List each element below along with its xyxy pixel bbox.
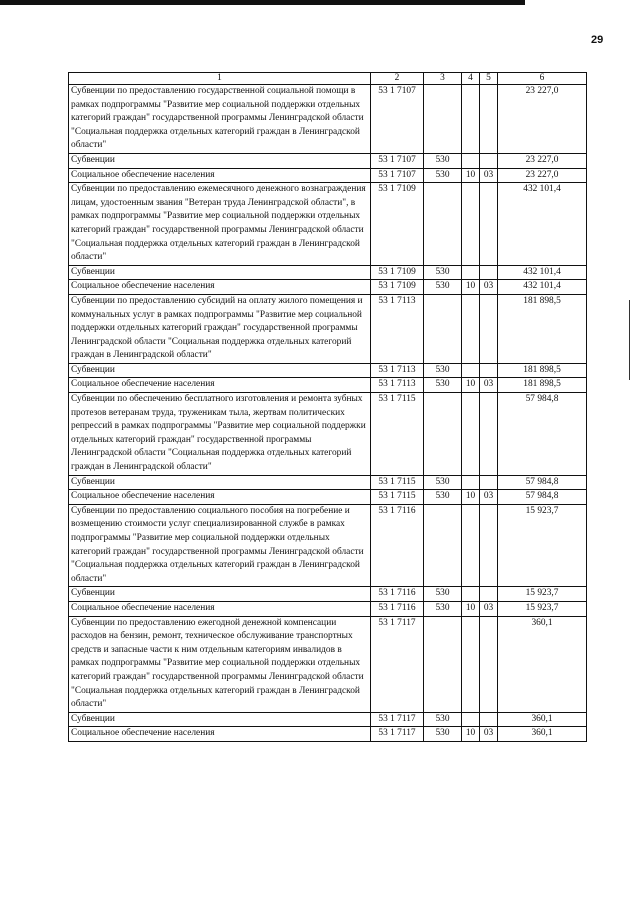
amount-cell: 432 101,4: [498, 265, 587, 280]
amount-cell: 181 898,5: [498, 378, 587, 393]
type-cell: [424, 294, 462, 363]
subsection-cell: [480, 85, 498, 154]
subsection-cell: [480, 475, 498, 490]
type-cell: 530: [424, 153, 462, 168]
subsection-cell: [480, 153, 498, 168]
table-row: [69, 378, 587, 393]
amount-cell: 15 923,7: [498, 601, 587, 616]
subsection-cell: [480, 616, 498, 712]
type-cell: [424, 85, 462, 154]
code-cell: 53 1 7113: [371, 378, 424, 393]
table-row: [69, 504, 587, 587]
subsection-cell: [480, 294, 498, 363]
description-cell: Социальное обеспечение населения: [69, 168, 371, 183]
description-cell: Субвенции по обеспечению бесплатного изготовления и ремонта зубных протезов ветеранам труда, труженикам тыла, жертвам политических репрессий в рамках подпрограммы "Развитие мер социальной поддержки отдельных категорий граждан" государственной программы Ленинградской области "Социальная поддержка отдельных категорий граждан в Ленинградской области": [69, 393, 371, 476]
description-cell: Социальное обеспечение населения: [69, 727, 371, 742]
code-cell: 53 1 7107: [371, 153, 424, 168]
table-body: [69, 73, 587, 742]
section-cell: [462, 265, 480, 280]
amount-cell: 57 984,8: [498, 490, 587, 505]
table-row: [69, 727, 587, 742]
section-cell: [462, 504, 480, 587]
type-cell: [424, 183, 462, 266]
code-cell: 53 1 7117: [371, 616, 424, 712]
amount-cell: 57 984,8: [498, 475, 587, 490]
header-cell-6: 6: [498, 73, 587, 85]
code-cell: 53 1 7115: [371, 393, 424, 476]
subsection-cell: [480, 393, 498, 476]
section-cell: [462, 616, 480, 712]
subsection-cell: [480, 712, 498, 727]
amount-cell: 360,1: [498, 712, 587, 727]
amount-cell: 360,1: [498, 727, 587, 742]
amount-cell: 432 101,4: [498, 183, 587, 266]
section-cell: [462, 475, 480, 490]
table-row: [69, 393, 587, 476]
subsection-cell: 03: [480, 378, 498, 393]
table-row: [69, 475, 587, 490]
section-cell: 10: [462, 280, 480, 295]
table-row: [69, 280, 587, 295]
header-cell-5: 5: [480, 73, 498, 85]
subsection-cell: 03: [480, 601, 498, 616]
table-row: [69, 294, 587, 363]
description-cell: Субвенции по предоставлению ежегодной денежной компенсации расходов на бензин, ремонт, техническое обслуживание транспортных средств и запасные части к ним отдельным категориям инвалидов в рамках подпрограммы "Развитие мер социальной поддержки отдельных категорий граждан" государственной программы Ленинградской области "Социальная поддержка отдельных категорий граждан в Ленинградской области": [69, 616, 371, 712]
amount-cell: 181 898,5: [498, 363, 587, 378]
section-cell: [462, 294, 480, 363]
table-row: [69, 616, 587, 712]
type-cell: 530: [424, 712, 462, 727]
section-cell: 10: [462, 378, 480, 393]
section-cell: [462, 363, 480, 378]
table-row: [69, 85, 587, 154]
amount-cell: 15 923,7: [498, 504, 587, 587]
code-cell: 53 1 7109: [371, 183, 424, 266]
type-cell: [424, 504, 462, 587]
code-cell: 53 1 7116: [371, 504, 424, 587]
description-cell: Субвенции: [69, 363, 371, 378]
description-cell: Субвенции: [69, 153, 371, 168]
subsection-cell: 03: [480, 280, 498, 295]
section-cell: 10: [462, 490, 480, 505]
code-cell: 53 1 7116: [371, 601, 424, 616]
code-cell: 53 1 7107: [371, 168, 424, 183]
description-cell: Социальное обеспечение населения: [69, 601, 371, 616]
header-cell-4: 4: [462, 73, 480, 85]
table-row: [69, 490, 587, 505]
table-row: [69, 265, 587, 280]
subsection-cell: [480, 265, 498, 280]
code-cell: 53 1 7115: [371, 475, 424, 490]
code-cell: 53 1 7116: [371, 587, 424, 602]
description-cell: Субвенции по предоставлению государственной социальной помощи в рамках подпрограммы "Развитие мер социальной поддержки отдельных категорий граждан" государственной программы Ленинградской области "Социальная поддержка отдельных категорий граждан в Ленинградской области": [69, 85, 371, 154]
section-cell: 10: [462, 727, 480, 742]
header-cell-1: 1: [69, 73, 371, 85]
code-cell: 53 1 7109: [371, 265, 424, 280]
description-cell: Субвенции: [69, 475, 371, 490]
type-cell: 530: [424, 727, 462, 742]
subsection-cell: [480, 183, 498, 266]
type-cell: [424, 616, 462, 712]
section-cell: [462, 183, 480, 266]
code-cell: 53 1 7113: [371, 363, 424, 378]
budget-table: [68, 72, 587, 742]
scan-margin-mark: [629, 300, 630, 380]
section-cell: [462, 587, 480, 602]
table-row: [69, 587, 587, 602]
description-cell: Субвенции по предоставлению субсидий на оплату жилого помещения и коммунальных услуг в рамках подпрограммы "Развитие мер социальной поддержки отдельных категорий граждан" государственной программы Ленинградской области "Социальная поддержка отдельных категорий граждан в Ленинградской области": [69, 294, 371, 363]
description-cell: Социальное обеспечение населения: [69, 378, 371, 393]
type-cell: 530: [424, 280, 462, 295]
code-cell: 53 1 7117: [371, 712, 424, 727]
type-cell: 530: [424, 265, 462, 280]
code-cell: 53 1 7107: [371, 85, 424, 154]
description-cell: Социальное обеспечение населения: [69, 280, 371, 295]
description-cell: Субвенции: [69, 587, 371, 602]
section-cell: 10: [462, 168, 480, 183]
section-cell: [462, 153, 480, 168]
amount-cell: 432 101,4: [498, 280, 587, 295]
table-row: [69, 153, 587, 168]
code-cell: 53 1 7109: [371, 280, 424, 295]
type-cell: 530: [424, 490, 462, 505]
amount-cell: 15 923,7: [498, 587, 587, 602]
subsection-cell: 03: [480, 490, 498, 505]
type-cell: 530: [424, 601, 462, 616]
type-cell: 530: [424, 475, 462, 490]
amount-cell: 23 227,0: [498, 168, 587, 183]
type-cell: [424, 393, 462, 476]
amount-cell: 23 227,0: [498, 85, 587, 154]
code-cell: 53 1 7113: [371, 294, 424, 363]
table-row: [69, 712, 587, 727]
amount-cell: 23 227,0: [498, 153, 587, 168]
table-row: [69, 601, 587, 616]
type-cell: 530: [424, 378, 462, 393]
subsection-cell: [480, 363, 498, 378]
description-cell: Субвенции по предоставлению социального пособия на погребение и возмещению стоимости услуг специализированной службе в рамках подпрограммы "Развитие мер социальной поддержки отдельных категорий граждан" государственной программы Ленинградской области "Социальная поддержка отдельных категорий граждан в Ленинградской области": [69, 504, 371, 587]
amount-cell: 57 984,8: [498, 393, 587, 476]
subsection-cell: [480, 587, 498, 602]
section-cell: [462, 393, 480, 476]
subsection-cell: 03: [480, 168, 498, 183]
page-number: 29: [591, 34, 604, 46]
subsection-cell: 03: [480, 727, 498, 742]
table-row: [69, 183, 587, 266]
header-row: [69, 73, 587, 85]
code-cell: 53 1 7115: [371, 490, 424, 505]
amount-cell: 360,1: [498, 616, 587, 712]
type-cell: 530: [424, 168, 462, 183]
section-cell: [462, 712, 480, 727]
subsection-cell: [480, 504, 498, 587]
type-cell: 530: [424, 363, 462, 378]
description-cell: Субвенции: [69, 712, 371, 727]
table-row: [69, 363, 587, 378]
amount-cell: 181 898,5: [498, 294, 587, 363]
type-cell: 530: [424, 587, 462, 602]
header-cell-3: 3: [424, 73, 462, 85]
header-cell-2: 2: [371, 73, 424, 85]
table-row: [69, 168, 587, 183]
section-cell: 10: [462, 601, 480, 616]
section-cell: [462, 85, 480, 154]
description-cell: Субвенции: [69, 265, 371, 280]
scan-edge-bar: [0, 0, 525, 5]
description-cell: Социальное обеспечение населения: [69, 490, 371, 505]
description-cell: Субвенции по предоставлению ежемесячного денежного вознаграждения лицам, удостоенным звания "Ветеран труда Ленинградской области", в рамках подпрограммы "Развитие мер социальной поддержки отдельных категорий граждан" государственной программы Ленинградской области "Социальная поддержка отдельных категорий граждан в Ленинградской области": [69, 183, 371, 266]
code-cell: 53 1 7117: [371, 727, 424, 742]
